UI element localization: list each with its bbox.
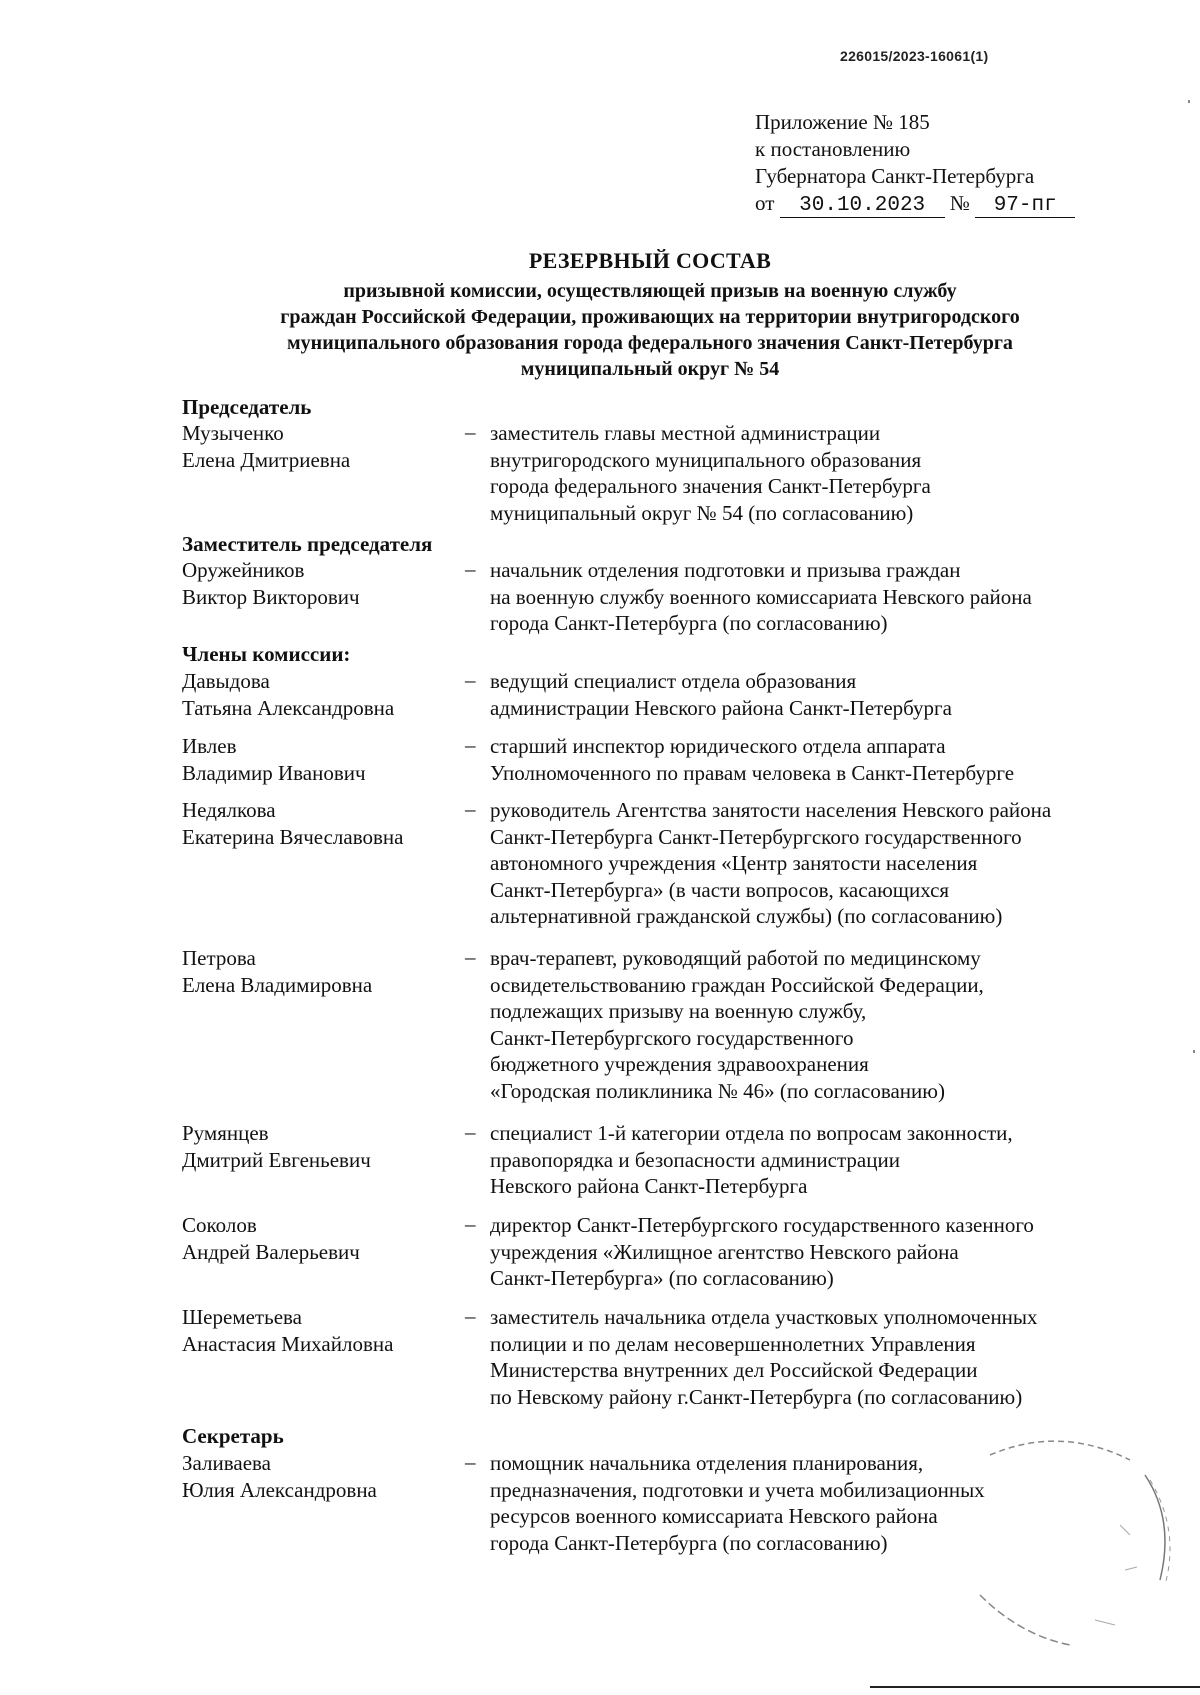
decree-date: 30.10.2023 [780,195,945,218]
member-description: специалист 1-й категории отдела по вопросам законности, правопорядка и безопасности администрации Невского района Санкт-Петербурга [490,1121,1013,1198]
member-description: руководитель Агентства занятости населения Невского района Санкт-Петербурга Санкт-Петербургского государственного автономного учреждения «Центр занятости населения Санкт-Петербурга» (в части вопросов, касающихся альтернативной гражданской службы) (по согласованию) [490,798,1052,928]
date-prefix: от [755,191,775,215]
dash: – [465,797,476,821]
section-secretary: Секретарь [182,1424,284,1448]
member-name [182,733,366,786]
dash: – [465,1212,476,1236]
member-name [182,1450,377,1503]
subtitle-line: граждан Российской Федерации, проживающих на территории внутригородского [280,306,1020,328]
member-given-name: Виктор Викторович [182,584,360,609]
dash: – [465,1304,476,1328]
document-number: 226015/2023-16061(1) [840,48,989,64]
member-description: помощник начальника отделения планирования, предназначения, подготовки и учета мобилизационных ресурсов военного комиссариата Невского района города Санкт-Петербурга (по согласованию) [490,1451,985,1555]
decree-date-line [755,191,1075,218]
member-description: директор Санкт-Петербургского государственного казенного учреждения «Жилищное агентство Невского района Санкт-Петербурга» (по согласованию) [490,1213,1034,1290]
member-surname: Шереметьева [182,1305,302,1329]
subtitle-line: призывной комиссии, осуществляющей призыв на военную службу [343,280,957,302]
dash: – [465,945,476,969]
member-name [182,668,394,721]
member-description: врач-терапевт, руководящий работой по медицинскому освидетельствованию граждан Российской Федерации, подлежащих призыву на военную службу, Санкт-Петербургского государственного бюджетного учреждения здравоохранения «Городская поликлиника № 46» (по согласованию) [490,946,984,1103]
member-given-name: Татьяна Александровна [182,695,395,720]
member-name [182,557,360,610]
member-surname: Оружейников [182,558,305,582]
member-name [182,797,403,850]
member-given-name: Владимир Иванович [182,760,366,785]
member-given-name: Андрей Валерьевич [182,1239,360,1264]
member-given-name: Екатерина Вячеславовна [182,824,404,849]
member-given-name: Елена Дмитриевна [182,447,351,472]
document-title: РЕЗЕРВНЫЙ СОСТАВ [528,248,772,273]
member-name [182,1120,371,1173]
member-surname: Соколов [182,1213,257,1237]
subtitle-line: муниципального образования города федерального значения Санкт-Петербурга [287,332,1013,354]
scan-speck [1193,1050,1195,1053]
member-given-name: Дмитрий Евгеньевич [182,1147,371,1172]
number-sign: № [949,191,970,215]
member-surname: Петрова [182,946,256,970]
member-surname: Недялкова [182,798,276,822]
member-description: старший инспектор юридического отдела аппарата Уполномоченного по правам человека в Санкт-Петербурге [490,734,1015,785]
dash: – [465,557,476,581]
dash: – [465,733,476,757]
appendix-line: Губернатора Санкт-Петербурга [755,164,1035,188]
member-description: заместитель начальника отдела участковых уполномоченных полиции и по делам несовершеннолетних Управления Министерства внутренних дел Российской Федерации по Невскому району г.Санкт-Петербурга (по согласованию) [490,1305,1038,1409]
member-given-name: Анастасия Михайловна [182,1331,394,1356]
dash: – [465,1450,476,1474]
section-members: Члены комиссии: [182,642,351,666]
section-deputy: Заместитель председателя [182,532,433,556]
member-given-name: Юлия Александровна [182,1477,377,1502]
member-surname: Давыдова [182,669,270,693]
appendix-line: Приложение № 185 [755,110,930,134]
member-name [182,420,350,473]
member-description: заместитель главы местной администрации внутригородского муниципального образования города федерального значения Санкт-Петербурга муниципальный округ № 54 (по согласованию) [490,421,931,525]
member-name [182,1212,360,1265]
dash: – [465,668,476,692]
member-name [182,945,372,998]
decree-number: 97-пг [975,195,1075,218]
member-description: ведущий специалист отдела образования администрации Невского района Санкт-Петербурга [490,669,952,720]
member-surname: Ивлев [182,734,237,758]
member-given-name: Елена Владимировна [182,972,373,997]
member-name [182,1304,393,1357]
member-description: начальник отделения подготовки и призыва граждан на военную службу военного комиссариата Невского района города Санкт-Петербурга (по согласованию) [490,558,1032,635]
member-surname: Румянцев [182,1121,269,1145]
section-chair: Председатель [182,395,312,419]
stamp-impression [950,1420,1180,1650]
scan-edge-line [870,1686,1200,1688]
member-surname: Заливаева [182,1451,271,1475]
scan-speck [1188,100,1190,103]
dash: – [465,420,476,444]
member-surname: Музыченко [182,421,284,445]
dash: – [465,1120,476,1144]
appendix-line: к постановлению [755,137,911,161]
subtitle-line: муниципальный округ № 54 [520,358,780,380]
